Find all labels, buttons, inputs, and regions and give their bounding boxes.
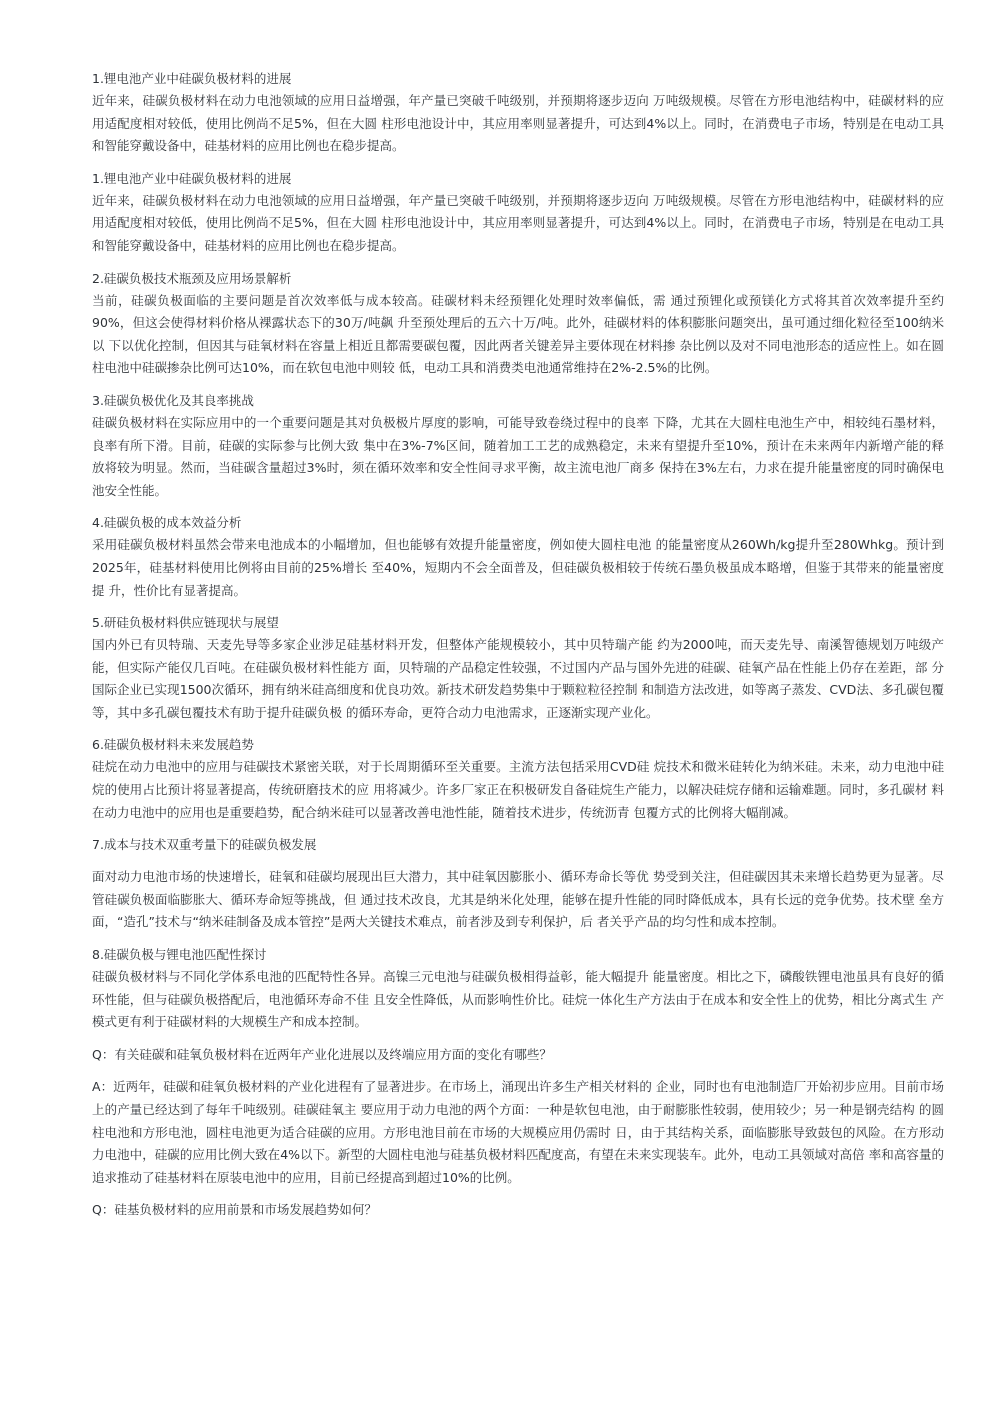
section-heading: 3.硅碳负极优化及其良率挑战	[92, 392, 254, 408]
section-heading: 5.研硅负极材料供应链现状与展望	[92, 615, 279, 631]
section-heading: 8.硅碳负极与锂电池匹配性探讨	[92, 947, 267, 963]
heading-spacer	[92, 856, 944, 866]
section-1	[92, 68, 944, 158]
question-2	[92, 1199, 944, 1222]
section-body: 近年来，硅碳负极材料在动力电池领域的应用日益增强，年产量已突破千吨级别，并预期将逐步迈向 万吨级规模。尽管在方形电池结构中，硅碳材料的应用适配度相对较低，使用比例尚不足5%，但在大圆 柱形电池设计中，其应用率则显著提升，可达到4%以上。同时，在消费电子市场，特别是在电动工具 和智能穿戴设备中，硅基材料的应用比例也在稳步提高。	[92, 93, 944, 154]
section-5	[92, 512, 944, 602]
answer-1	[92, 1076, 944, 1189]
section-body: 近年来，硅碳负极材料在动力电池领域的应用日益增强，年产量已突破千吨级别，并预期将逐步迈向 万吨级规模。尽管在方形电池结构中，硅碳材料的应用适配度相对较低，使用比例尚不足5%，但在大圆 柱形电池设计中，其应用率则显著提升，可达到4%以上。同时，在消费电子市场，特别是在电动工具 和智能穿戴设备中，硅基材料的应用比例也在稳步提高。	[92, 192, 944, 253]
section-heading: 2.硅碳负极技术瓶颈及应用场景解析	[92, 270, 292, 286]
section-body: 硅碳负极材料在实际应用中的一个重要问题是其对负极极片厚度的影响，可能导致卷绕过程中的良率 下降，尤其在大圆柱电池生产中，相较纯石墨材料，良率有所下滑。目前，硅碳的实际参与比例大致 集中在3%-7%区间，随着加工工艺的成熟稳定，未来有望提升至10%，预计在未来两年内新增产能的释 放将较为明显。然而，当硅碳含量超过3%时，须在循环效率和安全性间寻求平衡，故主流电池厂商多 保持在3%左右，力求在提升能量密度的同时确保电池安全性能。	[92, 414, 944, 498]
section-7	[92, 734, 944, 824]
section-2	[92, 168, 944, 258]
section-body: 面对动力电池市场的快速增长，硅氧和硅碳均展现出巨大潜力，其中硅氧因膨胀小、循环寿命长等优 势受到关注，但硅碳因其未来增长趋势更为显著。尽管硅碳负极面临膨胀大、循环寿命短等挑战，但 通过技术改良，尤其是纳米化处理，能够在提升性能的同时降低成本，具有长远的竞争优势。技术壁 垒方面，“造孔”技术与“纳米硅制备及成本管控”是两大关键技术难点，前者涉及到专利保护，后 者关乎产品的均匀性和成本控制。	[92, 869, 944, 930]
question-1	[92, 1044, 944, 1067]
section-heading: 1.锂电池产业中硅碳负极材料的进展	[92, 71, 292, 86]
question-text: Q：硅基负极材料的应用前景和市场发展趋势如何？	[92, 1202, 377, 1218]
section-heading: 1.锂电池产业中硅碳负极材料的进展	[92, 170, 292, 186]
section-heading: 6.硅碳负极材料未来发展趋势	[92, 737, 254, 753]
answer-text: A：近两年，硅碳和硅氧负极材料的产业化进程有了显著进步。在市场上，涌现出许多生产相关材料的 企业，同时也有电池制造厂开始初步应用。目前市场上的产量已经达到了每年千吨级别。硅碳硅氧主 要应用于动力电池的两个方面：一种是软包电池，由于耐膨胀性较弱，使用较少；另一种是钢壳结构 的圆柱电池和方形电池，圆柱电池更为适合硅碳的应用。方形电池目前在市场的大规模应用仍需时 日，由于其结构关系，面临膨胀导致鼓包的风险。在方形动力电池中，硅碳的应用比例大致在4%以下。新型的大圆柱电池与硅基负极材料匹配度高，有望在未来实现装车。此外，电动工具领域对高倍 率和高容量的追求推动了硅基材料在原装电池中的应用，目前已经提高到超过10%的比例。	[92, 1079, 944, 1185]
section-heading: 7.成本与技术双重考量下的硅碳负极发展	[92, 837, 317, 853]
section-body: 硅烷在动力电池中的应用与硅碳技术紧密关联，对于长周期循环至关重要。主流方法包括采用CVD硅 烷技术和微米硅转化为纳米硅。未来，动力电池中硅烷的使用占比预计将显著提高，传统研磨技术的应 用将减少。许多厂家正在积极研发自备硅烷生产能力，以解决硅烷存储和运输难题。同时，多孔碳材 料在动力电池中的应用也是重要趋势，配合纳米硅可以显著改善电池性能，随着技术进步，传统沥青 包覆方式的比例将大幅削减。	[92, 759, 944, 820]
section-9	[92, 944, 944, 1034]
section-4	[92, 390, 944, 502]
section-body: 硅碳负极材料与不同化学体系电池的匹配特性各异。高镍三元电池与硅碳负极相得益彰，能大幅提升 能量密度。相比之下，磷酸铁锂电池虽具有良好的循环性能，但与硅碳负极搭配后，电池循环寿命不佳 且安全性降低，从而影响性价比。硅烷一体化生产方法由于在成本和安全性上的优势，相比分离式生 产模式更有利于硅碳材料的大规模生产和成本控制。	[92, 969, 944, 1030]
section-6	[92, 612, 944, 724]
section-3	[92, 268, 944, 380]
section-body: 国内外已有贝特瑞、天麦先导等多家企业涉足硅基材料开发，但整体产能规模较小，其中贝特瑞产能 约为2000吨，而天麦先导、南溪智德规划万吨级产能，但实际产能仅几百吨。在硅碳负极材料性能方 面，贝特瑞的产品稳定性较强，不过国内产品与国外先进的硅碳、硅氧产品在性能上仍存在差距，部 分国际企业已实现1500次循环，拥有纳米硅高细度和优良功效。新技术研发趋势集中于颗粒粒径控制 和制造方法改进，如等离子蒸发、CVD法、多孔碳包覆等，其中多孔碳包覆技术有助于提升硅碳负极 的循环寿命，更符合动力电池需求，正逐渐实现产业化。	[92, 637, 944, 720]
section-heading: 4.硅碳负极的成本效益分析	[92, 515, 242, 531]
section-body: 采用硅碳负极材料虽然会带来电池成本的小幅增加，但也能够有效提升能量密度，例如使大圆柱电池 的能量密度从260Wh/kg提升至280Whkg。预计到2025年，硅基材料使用比例将由目前的25%增长 至40%，短期内不会全面普及，但硅碳负极相较于传统石墨负极虽成本略增，但鉴于其带来的能量密度提 升，性价比有显著提高。	[92, 537, 944, 598]
question-text: Q：有关硅碳和硅氧负极材料在近两年产业化进展以及终端应用方面的变化有哪些？	[92, 1046, 552, 1062]
section-8	[92, 834, 944, 934]
section-body: 当前，硅碳负极面临的主要问题是首次效率低与成本较高。硅碳材料未经预锂化处理时效率偏低，需 通过预锂化或预镁化方式将其首次效率提升至约90%，但这会使得材料价格从裸露状态下的30万/吨飙 升至预处理后的五六十万/吨。此外，硅碳材料的体积膨胀问题突出，虽可通过细化粒径至100纳米以 下以优化控制，但因其与硅氧材料在容量上相近且都需要碳包覆，因此两者关键差异主要体现在材料掺 杂比例以及对不同电池形态的适应性上。如在圆柱电池中硅碳掺杂比例可达10%，而在软包电池中则较 低，电动工具和消费类电池通常维持在2%-2.5%的比例。	[92, 292, 944, 376]
